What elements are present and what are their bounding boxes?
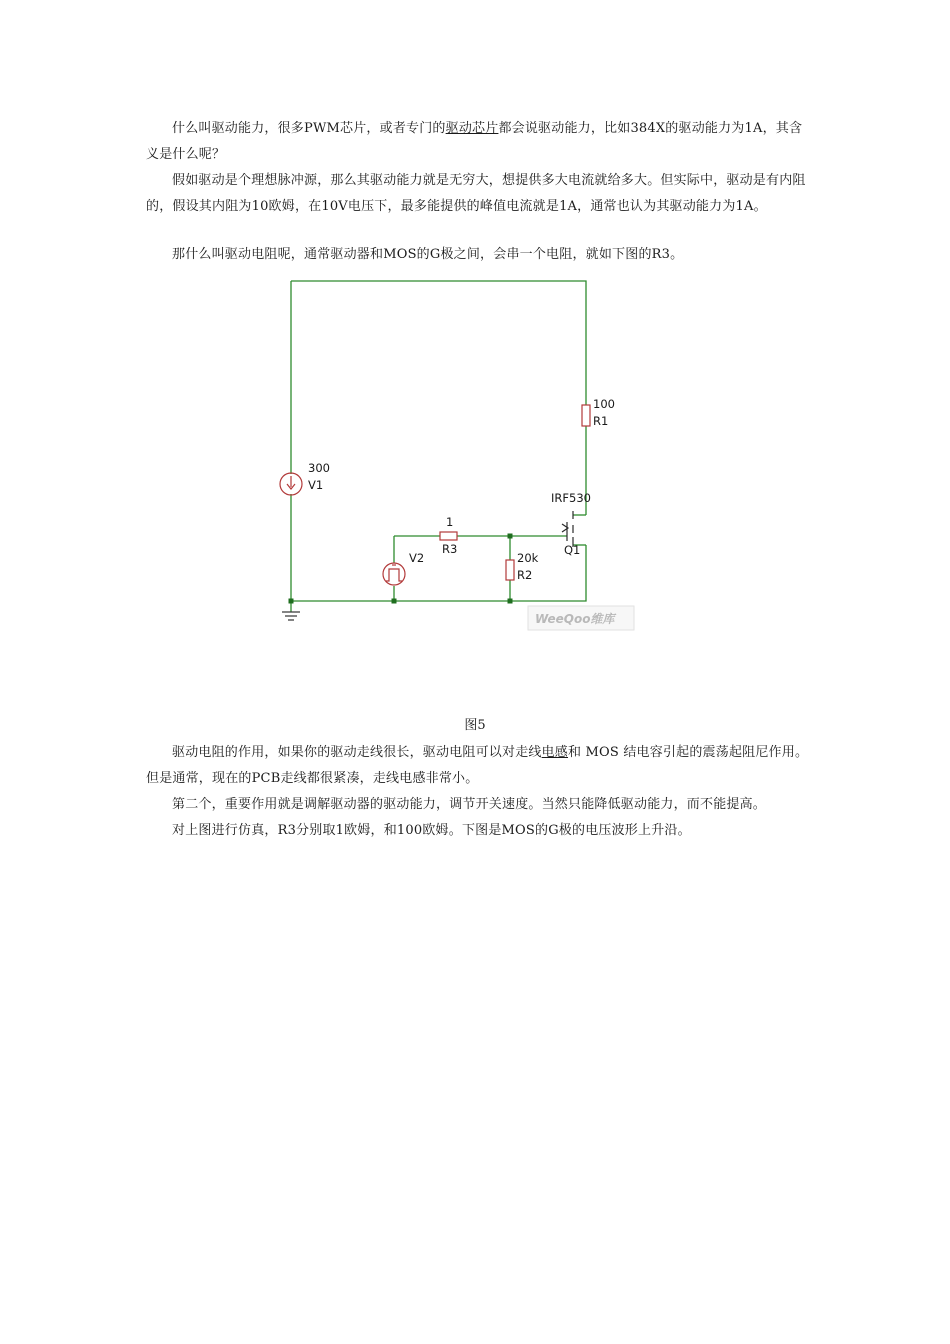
v2-pulse-mark xyxy=(386,569,402,581)
resistor-r3-symbol xyxy=(440,532,457,540)
r2-name-label: R2 xyxy=(517,568,533,582)
node-v2-bottom xyxy=(392,599,397,604)
v1-polarity-mark xyxy=(287,476,295,489)
paragraph-driving-resistor-damping: 驱动电阻的作用，如果你的驱动走线很长，驱动电阻可以对走线电感和 MOS 结电容引起的震荡起阻尼作用。但是通常，现在的PCB走线都很紧凑，走线电感非常小。 xyxy=(146,745,809,786)
resistor-r1-symbol xyxy=(582,405,590,426)
paragraph-ideal-pulse-source: 假如驱动是个理想脉冲源，那么其驱动能力就是无穷大，想提供多大电流就给多大。但实际中，驱动是有内阻的，假设其内阻为10欧姆，在10V电压下，最多能提供的峰值电流就是1A，通常也认为其驱动能力为1A。 xyxy=(146,173,806,214)
resistor-r2-symbol xyxy=(506,560,514,580)
node-ground-left xyxy=(289,599,294,604)
r2-value-label: 20k xyxy=(517,551,539,565)
q1-part-label: IRF530 xyxy=(551,491,591,505)
r3-name-label: R3 xyxy=(442,542,458,556)
watermark-text: WeeQoo维库 xyxy=(535,612,615,626)
r1-name-label: R1 xyxy=(593,414,609,428)
wire-top-loop xyxy=(291,281,586,405)
v2-name-label: V2 xyxy=(409,551,425,565)
link-inductance[interactable]: 电感 xyxy=(541,745,569,760)
circuit-wires xyxy=(291,281,586,612)
circuit-schematic-figure xyxy=(272,275,642,640)
ground-symbol xyxy=(282,612,300,620)
node-gate xyxy=(508,534,513,539)
v1-name-label: V1 xyxy=(308,478,324,492)
r1-value-label: 100 xyxy=(593,397,615,411)
paragraph-simulation-intro: 对上图进行仿真，R3分别取1欧姆，和100欧姆。下图是MOS的G极的电压波形上升沿。 xyxy=(172,823,691,838)
junction-nodes xyxy=(289,534,513,604)
mosfet-q1-symbol xyxy=(562,511,573,547)
wire-ground-return xyxy=(291,545,586,601)
r3-value-label: 1 xyxy=(446,515,454,529)
paragraph-driving-capability-question: 什么叫驱动能力，很多PWM芯片，或者专门的驱动芯片都会说驱动能力，比如384X的驱动能力为1A，其含义是什么呢？ xyxy=(146,121,803,162)
circuit-components xyxy=(280,405,590,585)
v1-value-label: 300 xyxy=(308,461,330,475)
node-r2-bottom xyxy=(508,599,513,604)
pulse-source-v2-symbol xyxy=(383,563,405,585)
figure-caption: 图5 xyxy=(464,718,486,733)
link-driver-chip[interactable]: 驱动芯片 xyxy=(445,121,499,136)
q1-name-label: Q1 xyxy=(564,543,581,557)
paragraph-switching-speed: 第二个，重要作用就是调解驱动器的驱动能力，调节开关速度。当然只能降低驱动能力，而不能提高。 xyxy=(172,797,767,812)
paragraph-driving-resistor-definition: 那什么叫驱动电阻呢，通常驱动器和MOS的G极之间，会串一个电阻，就如下图的R3。 xyxy=(172,247,684,262)
